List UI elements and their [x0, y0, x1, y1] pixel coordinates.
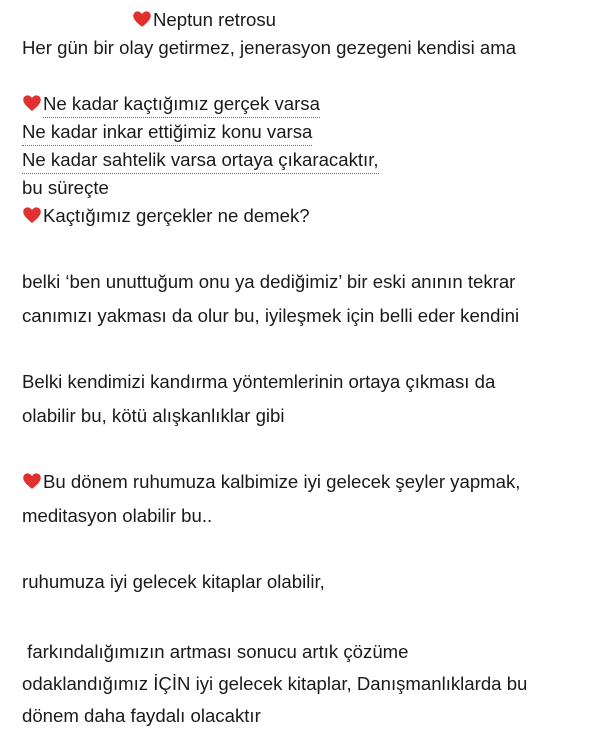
underlined-text: Ne kadar inkar ettiğimiz konu varsa [22, 120, 312, 146]
underlined-text: Ne kadar sahtelik varsa ortaya çıkaracaktır, [22, 148, 379, 174]
text-line [22, 202, 612, 230]
red-heart-icon [22, 93, 42, 113]
red-heart-icon [22, 205, 42, 225]
red-heart-icon [22, 471, 42, 491]
text-fragment: Bu dönem ruhumuza kalbimize iyi gelecek şeyler yapmak, [43, 471, 521, 492]
text-line: belki ‘ben unuttuğum onu ya dediğimiz’ bir eski anının tekrar [22, 271, 516, 292]
blank-line [22, 230, 612, 258]
title-text: Neptun retrosu [153, 9, 276, 30]
text-line: canımızı yakması da olur bu, iyileşmek için belli eder kendini [22, 305, 520, 326]
text-line: odaklandığımız İÇİN iyi gelecek kitaplar, Danışmanlıklarda bu [22, 673, 528, 694]
note-text [22, 6, 612, 730]
text-line: bu süreçte [22, 177, 109, 198]
text-line: farkındalığımızın artması sonucu artık çözüme [22, 641, 409, 662]
blank-line [22, 530, 612, 558]
text-line [22, 90, 612, 118]
title-line [22, 6, 612, 34]
text-line: meditasyon olabilir bu.. [22, 505, 213, 526]
text-line: dönem daha faydalı olacaktır [22, 705, 261, 726]
text-fragment: Kaçtığımız gerçekler ne demek? [43, 205, 310, 226]
text-line: ruhumuza iyi gelecek kitaplar olabilir, [22, 571, 325, 592]
blank-line [22, 330, 612, 358]
blank-line [22, 596, 612, 624]
text-line [22, 118, 612, 146]
text-line [22, 146, 612, 174]
text-line: Her gün bir olay getirmez, jenerasyon gezegeni kendisi ama [22, 37, 517, 58]
blank-line [22, 62, 612, 90]
text-line: Belki kendimizi kandırma yöntemlerinin ortaya çıkması da [22, 371, 496, 392]
text-line: olabilir bu, kötü alışkanlıklar gibi [22, 405, 285, 426]
red-heart-icon [132, 9, 152, 29]
underlined-text: Ne kadar kaçtığımız gerçek varsa [43, 92, 320, 118]
text-line [22, 468, 612, 496]
blank-line [22, 430, 612, 458]
